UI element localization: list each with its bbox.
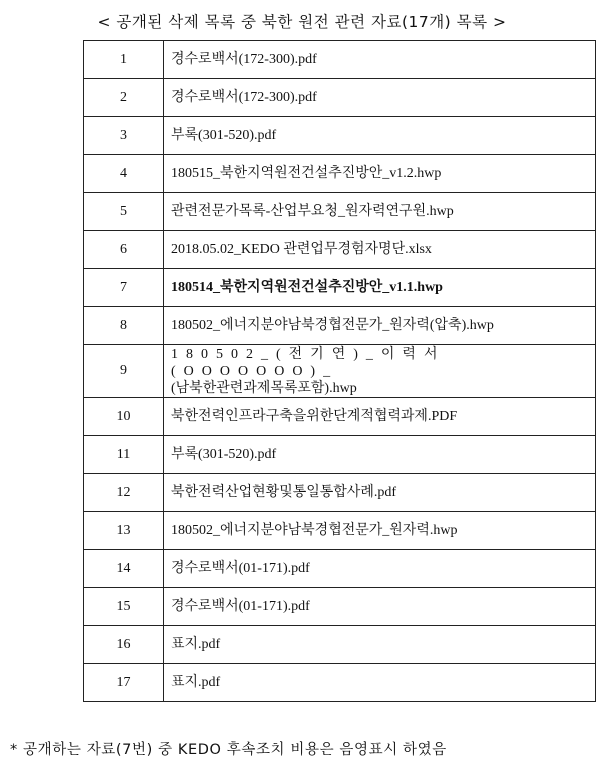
file-name: 2018.05.02_KEDO 관련업무경험자명단.xlsx — [164, 231, 596, 269]
file-name: 관련전문가목록-산업부요청_원자력연구원.hwp — [164, 193, 596, 231]
file-name: 경수로백서(01-171).pdf — [164, 588, 596, 626]
file-name: 북한전력산업현황및통일통합사례.pdf — [164, 474, 596, 512]
row-number: 11 — [84, 436, 164, 474]
file-name: 북한전력인프라구축을위한단계적협력과제.PDF — [164, 398, 596, 436]
row-number: 2 — [84, 79, 164, 117]
row-number: 13 — [84, 512, 164, 550]
file-name: 180515_북한지역원전건설추진방안_v1.2.hwp — [164, 155, 596, 193]
table-row-highlighted — [84, 269, 596, 307]
file-list-table — [83, 40, 596, 702]
table-row — [84, 117, 596, 155]
file-name: 표지.pdf — [164, 664, 596, 702]
table-row — [84, 664, 596, 702]
table-row — [84, 345, 596, 398]
row-number: 10 — [84, 398, 164, 436]
table-row — [84, 626, 596, 664]
row-number: 4 — [84, 155, 164, 193]
table-row — [84, 474, 596, 512]
file-name-line-2: (남북한관련과제목록포함).hwp — [171, 380, 357, 396]
footnote: * 공개하는 자료(7번) 중 KEDO 후속조치 비용은 음영표시 하였음 — [10, 742, 447, 758]
file-name: 표지.pdf — [164, 626, 596, 664]
row-number: 6 — [84, 231, 164, 269]
table-row — [84, 307, 596, 345]
file-name-line-1: 180502_(전기연)_이력서(OOOOOOO)_ — [171, 346, 446, 379]
file-name: 경수로백서(172-300).pdf — [164, 79, 596, 117]
table-row — [84, 588, 596, 626]
file-name: 180502_에너지분야남북경협전문가_원자력(압축).hwp — [164, 307, 596, 345]
file-name: 180502_에너지분야남북경협전문가_원자력.hwp — [164, 512, 596, 550]
file-name: 경수로백서(01-171).pdf — [164, 550, 596, 588]
row-number: 14 — [84, 550, 164, 588]
row-number: 1 — [84, 41, 164, 79]
file-name — [164, 345, 596, 398]
row-number: 5 — [84, 193, 164, 231]
table-row — [84, 231, 596, 269]
table-row — [84, 550, 596, 588]
file-name: 180514_북한지역원전건설추진방안_v1.1.hwp — [164, 269, 596, 307]
table-row — [84, 41, 596, 79]
table-row — [84, 79, 596, 117]
row-number: 3 — [84, 117, 164, 155]
row-number: 15 — [84, 588, 164, 626]
row-number: 7 — [84, 269, 164, 307]
file-name: 부록(301-520).pdf — [164, 117, 596, 155]
document-title: < 공개된 삭제 목록 중 북한 원전 관련 자료(17개) 목록 > — [97, 13, 507, 31]
row-number: 16 — [84, 626, 164, 664]
row-number: 8 — [84, 307, 164, 345]
file-name: 부록(301-520).pdf — [164, 436, 596, 474]
table-row — [84, 155, 596, 193]
table-row — [84, 398, 596, 436]
row-number: 9 — [84, 345, 164, 398]
row-number: 12 — [84, 474, 164, 512]
file-name: 경수로백서(172-300).pdf — [164, 41, 596, 79]
row-number: 17 — [84, 664, 164, 702]
table-row — [84, 436, 596, 474]
table-row — [84, 193, 596, 231]
table-row — [84, 512, 596, 550]
